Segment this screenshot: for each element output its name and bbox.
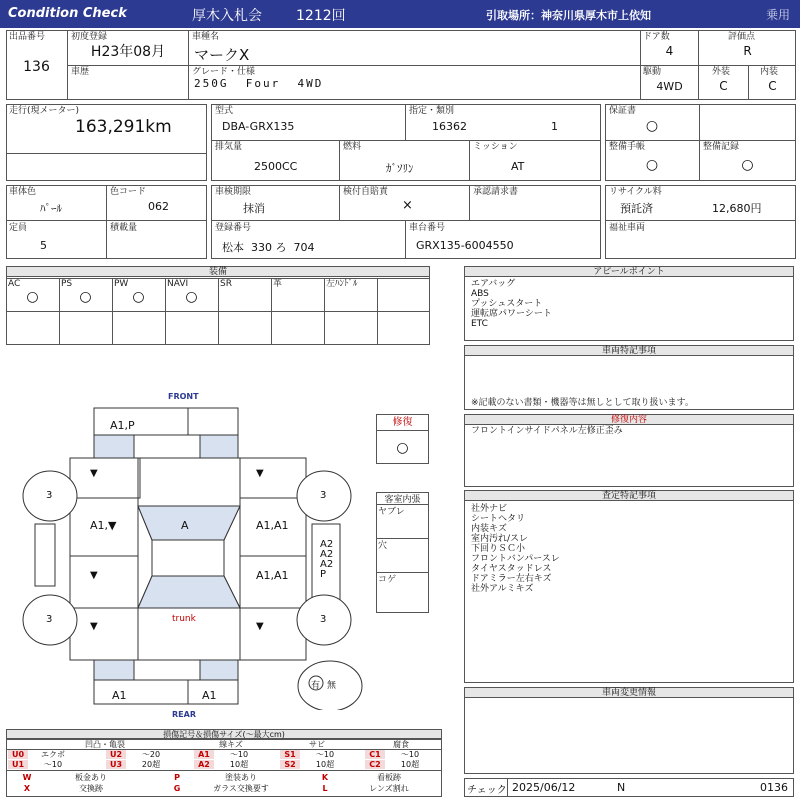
exterior-label: 外装 bbox=[712, 67, 731, 77]
legend-column-header: 線キズ bbox=[219, 740, 243, 749]
damage-code: P bbox=[174, 773, 180, 782]
capacity-label: 定員 bbox=[9, 223, 28, 233]
hood-label: A bbox=[181, 519, 189, 532]
inspection-note-item: シートヘタリ bbox=[471, 514, 526, 524]
model-code: DBA-GRX135 bbox=[222, 120, 295, 133]
welfare-label: 福祉車両 bbox=[609, 223, 646, 233]
check-label: チェック bbox=[467, 785, 507, 796]
quarter-r-label: ▼ bbox=[256, 621, 264, 632]
header-bar bbox=[0, 0, 800, 28]
legend-column-header: 腐食 bbox=[393, 740, 409, 749]
repair-notes-title: 修復内容 bbox=[465, 415, 793, 425]
lot-number: 136 bbox=[23, 59, 50, 75]
designation-label: 指定・類別 bbox=[409, 106, 455, 116]
mileage-label: 走行(現メーター) bbox=[9, 106, 80, 116]
damage-description: 〜20 bbox=[141, 750, 161, 759]
damage-description: 板金あり bbox=[75, 773, 107, 782]
recycle-amount: 12,680円 bbox=[712, 202, 762, 215]
legend-column-header: 凹凸・亀裂 bbox=[85, 740, 125, 749]
model-label: 型式 bbox=[215, 106, 234, 116]
color-code: 062 bbox=[148, 200, 169, 213]
inspection-note-item: タイヤスタッドレス bbox=[471, 564, 552, 574]
damage-description: レンズ割れ bbox=[369, 784, 409, 793]
class-number: 1 bbox=[551, 120, 558, 133]
damage-code: C1 bbox=[365, 750, 385, 759]
damage-description: 交換跡 bbox=[79, 784, 103, 793]
tax-label: 検付自賠責 bbox=[343, 187, 389, 197]
damage-code: L bbox=[322, 784, 328, 793]
damage-code: U1 bbox=[8, 760, 28, 769]
trunk-label: trunk bbox=[172, 614, 196, 624]
door-rr-label: A1,A1 bbox=[256, 569, 289, 582]
equipment-header: SR bbox=[220, 279, 232, 289]
cabin-title: 客室内張 bbox=[384, 495, 421, 505]
interior-label: 内装 bbox=[760, 67, 779, 77]
fender-rl-label: ▼ bbox=[90, 570, 98, 581]
cabin-item-hole: 穴 bbox=[378, 541, 388, 551]
pickup-location: 引取場所：神奈川県厚木市上依知 bbox=[486, 9, 651, 22]
mission-label: ミッション bbox=[473, 142, 518, 152]
damage-description: 20超 bbox=[141, 760, 161, 769]
color-label: 車体色 bbox=[9, 187, 37, 197]
recycle-status: 預託済 bbox=[620, 202, 653, 215]
auction-lot: 1212回 bbox=[296, 8, 346, 24]
front-label: FRONT bbox=[168, 392, 199, 401]
appeal-item: ETC bbox=[471, 319, 488, 329]
damage-description: ガラス交換要す bbox=[213, 784, 269, 793]
designation: 16362 bbox=[432, 120, 467, 133]
damage-code: X bbox=[23, 784, 31, 793]
recycle-label: リサイクル料 bbox=[609, 187, 662, 197]
rear-bumper-left-label: A1 bbox=[112, 689, 127, 702]
appeal-item: ABS bbox=[471, 289, 489, 299]
inspection-label: 車検期限 bbox=[215, 187, 252, 197]
inspection: 抹消 bbox=[243, 202, 265, 215]
legend-column-header: サビ bbox=[309, 740, 325, 749]
score-label: 評価点 bbox=[728, 32, 756, 42]
fuel: ｶﾞｿﾘﾝ bbox=[386, 162, 414, 175]
special-notes-title: 車両特記事項 bbox=[465, 346, 793, 356]
inspection-notes-title: 査定特記事項 bbox=[465, 491, 793, 501]
damage-description: 〜10 bbox=[315, 750, 335, 759]
chassis-number: GRX135-6004550 bbox=[416, 239, 514, 252]
capacity: 5 bbox=[40, 239, 47, 252]
grade: 250G Four 4WD bbox=[194, 77, 324, 90]
inspection-note-item: フロントバンパースレ bbox=[471, 554, 560, 564]
drive-label: 駆動 bbox=[643, 67, 662, 77]
door-fl-label: A1,▼ bbox=[90, 519, 117, 532]
record: ○ bbox=[741, 157, 754, 173]
doors-label: ドア数 bbox=[643, 32, 670, 42]
damage-description: 10超 bbox=[229, 760, 249, 769]
car-name: マークX bbox=[194, 46, 250, 64]
door-fr-label: A1,A1 bbox=[256, 519, 289, 532]
spare-no: 無 bbox=[327, 681, 337, 691]
special-notes-disclaimer: ※記載のない書類・機器等は無しとして取り扱います。 bbox=[471, 398, 694, 408]
equipment-mark: ○ bbox=[132, 289, 145, 305]
tax: × bbox=[402, 198, 413, 213]
damage-description: 10超 bbox=[400, 760, 420, 769]
inspection-note-item: 下回りＳＣ小 bbox=[471, 544, 526, 554]
damage-code: S2 bbox=[280, 760, 300, 769]
mileage: 163,291km bbox=[75, 117, 172, 137]
quarter-l-label: ▼ bbox=[90, 621, 98, 632]
damage-code: G bbox=[173, 784, 181, 793]
fuel-label: 燃料 bbox=[343, 142, 362, 152]
score: R bbox=[743, 44, 752, 58]
equipment-header: 左ﾊﾝﾄﾞﾙ bbox=[326, 279, 358, 289]
equipment-header: PW bbox=[114, 279, 129, 289]
fender-fr-label: ▼ bbox=[256, 468, 264, 479]
repair-notes-text: フロントインサイドパネル左修正歪み bbox=[471, 426, 623, 436]
roof-side-label: A2 A2 A2 P bbox=[320, 539, 334, 580]
damage-description: 〜10 bbox=[229, 750, 249, 759]
first-registration: H23年08月 bbox=[90, 44, 166, 60]
brand-title: Condition Check bbox=[8, 6, 127, 21]
equipment-mark: ○ bbox=[79, 289, 92, 305]
car-name-label: 車種名 bbox=[192, 32, 220, 42]
auction-name: 厚木入札会 bbox=[192, 8, 262, 24]
change-info-box bbox=[464, 687, 794, 774]
damage-description: 〜10 bbox=[43, 760, 63, 769]
first-registration-label: 初度登録 bbox=[71, 32, 108, 42]
appeal-item: プッシュスタート bbox=[471, 299, 543, 309]
appeal-list bbox=[471, 279, 552, 329]
damage-code: W bbox=[22, 773, 32, 782]
warranty-label: 保証書 bbox=[609, 106, 637, 116]
exterior-grade: C bbox=[719, 79, 728, 93]
appeal-item: エアバッグ bbox=[471, 279, 516, 289]
check-number: 0136 bbox=[760, 781, 788, 794]
damage-code: U2 bbox=[106, 750, 126, 759]
check-date: 2025/06/12 bbox=[512, 781, 576, 794]
equipment-mark: ○ bbox=[185, 289, 198, 305]
inspection-note-item: 社外アルミキズ bbox=[471, 584, 534, 594]
damage-code: S1 bbox=[280, 750, 300, 759]
usage-type: 乗用 bbox=[766, 8, 791, 22]
damage-code: U0 bbox=[8, 750, 28, 759]
repair-box-mark: ○ bbox=[396, 440, 409, 456]
damage-code: U3 bbox=[106, 760, 126, 769]
color-code-label: 色コード bbox=[110, 187, 147, 197]
legend-title: 損傷記号＆損傷サイズ(〜最大cm) bbox=[7, 730, 441, 739]
damage-code: A2 bbox=[194, 760, 214, 769]
damage-description: 看板跡 bbox=[377, 773, 401, 782]
equipment-header: PS bbox=[61, 279, 73, 289]
cabin-item-tear: ヤブレ bbox=[378, 507, 405, 517]
change-info-title: 車両変更情報 bbox=[465, 688, 793, 698]
interior-grade: C bbox=[768, 79, 777, 93]
inspection-note-item: 室内汚れ/スレ bbox=[471, 534, 529, 544]
front-bumper-label: A1,P bbox=[110, 419, 135, 432]
damage-description: 塗装あり bbox=[225, 773, 257, 782]
record-label: 整備記録 bbox=[703, 142, 740, 152]
inspection-note-item: 社外ナビ bbox=[471, 504, 508, 514]
equipment-mark: ○ bbox=[26, 289, 39, 305]
tire-rr: 3 bbox=[320, 614, 327, 625]
tire-fr: 3 bbox=[320, 490, 327, 501]
rear-bumper-right-label: A1 bbox=[202, 689, 217, 702]
mission: AT bbox=[511, 160, 525, 173]
approval-label: 承認請求書 bbox=[473, 187, 519, 197]
tire-fl: 3 bbox=[46, 490, 53, 501]
manual-label: 整備手帳 bbox=[609, 142, 646, 152]
spare-yes: 有 bbox=[311, 681, 321, 691]
damage-description: 10超 bbox=[315, 760, 335, 769]
inspection-notes-list bbox=[471, 504, 560, 594]
reg-number-label: 登録番号 bbox=[215, 223, 252, 233]
damage-code: K bbox=[321, 773, 329, 782]
inspection-note-item: 内装キズ bbox=[471, 524, 507, 534]
drive: 4WD bbox=[656, 80, 683, 93]
equipment-header: 革 bbox=[273, 279, 283, 289]
chassis-label: 車台番号 bbox=[409, 223, 446, 233]
displacement-label: 排気量 bbox=[215, 142, 243, 152]
damage-code: C2 bbox=[365, 760, 385, 769]
appeal-item: 運転席パワーシート bbox=[471, 309, 552, 319]
grade-label: グレード・仕様 bbox=[192, 67, 256, 77]
inspection-note-item: ドアミラー左右キズ bbox=[471, 574, 552, 584]
cabin-item-burn: コゲ bbox=[378, 575, 397, 585]
warranty: ○ bbox=[645, 118, 659, 134]
lot-number-label: 出品番号 bbox=[9, 32, 46, 42]
equipment-header: NAVI bbox=[167, 279, 189, 289]
damage-description: 〜10 bbox=[400, 750, 420, 759]
color: ﾊﾟｰﾙ bbox=[40, 202, 62, 215]
damage-code: A1 bbox=[194, 750, 214, 759]
displacement: 2500CC bbox=[254, 160, 298, 173]
rear-label: REAR bbox=[172, 710, 196, 719]
appeal-title: アピールポイント bbox=[465, 267, 793, 277]
tire-rl: 3 bbox=[46, 614, 53, 625]
reg-number: 松本 330 ろ 704 bbox=[222, 241, 315, 254]
load-label: 積載量 bbox=[110, 223, 138, 233]
repair-box-title: 修復 bbox=[392, 417, 413, 428]
manual: ○ bbox=[645, 157, 659, 173]
fender-fl-label: ▼ bbox=[90, 468, 98, 479]
equipment-title: 装備 bbox=[7, 267, 429, 277]
damage-description: エクボ bbox=[41, 750, 65, 759]
check-flag: N bbox=[617, 781, 626, 794]
equipment-header: AC bbox=[8, 279, 21, 289]
doors: 4 bbox=[665, 44, 674, 58]
history-label: 車歴 bbox=[71, 67, 90, 77]
